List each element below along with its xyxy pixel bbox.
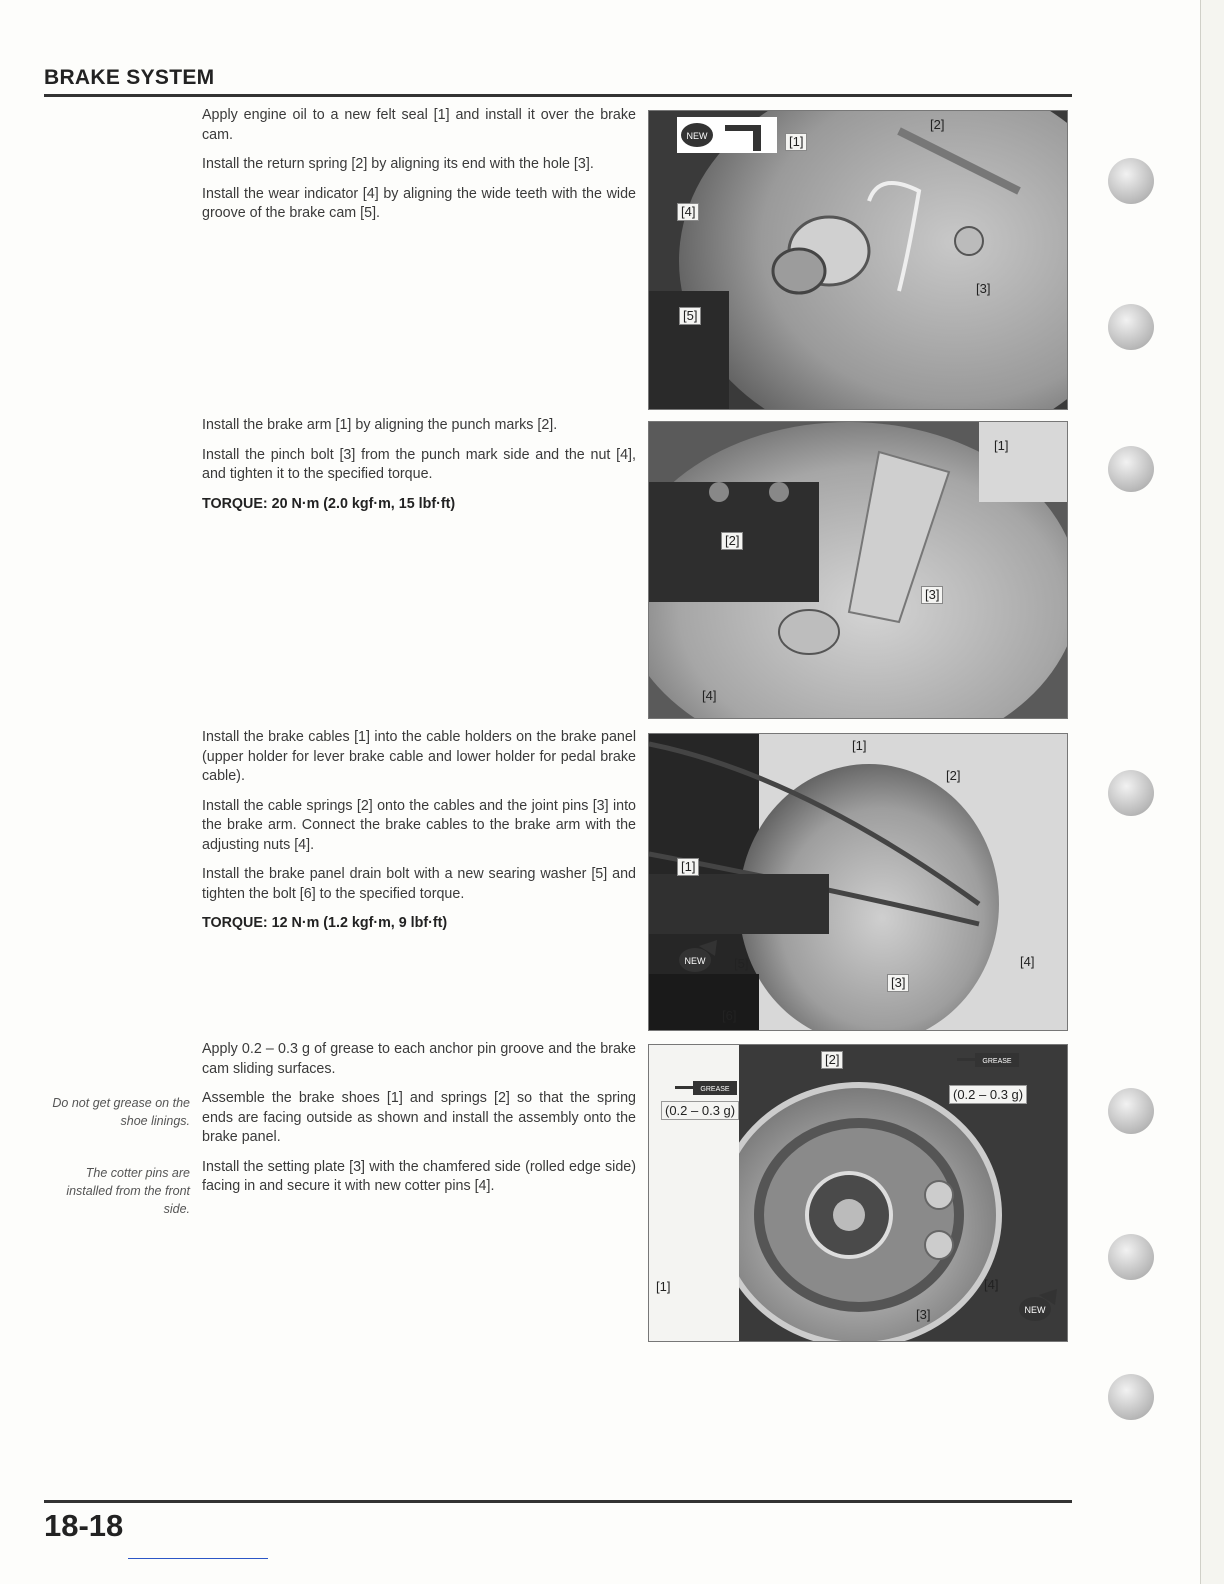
footer-link-line (128, 1558, 268, 1559)
paragraph: Apply 0.2 – 0.3 g of grease to each anchor pin groove and the brake cam sliding surfaces. (202, 1041, 636, 1077)
callout-4: [4] (702, 688, 717, 703)
torque-spec: TORQUE: 12 N·m (1.2 kgf·m, 9 lbf·ft) (202, 915, 448, 931)
new-badge-text: NEW (1024, 1305, 1046, 1315)
callout-6: [6] (722, 1008, 737, 1023)
callout-2: [2] (946, 768, 961, 783)
note-grease-linings: Do not get grease on the shoe linings. (52, 1096, 190, 1128)
grease-amount-right: (0.2 – 0.3 g) (949, 1085, 1027, 1104)
callout-3: [3] (916, 1307, 931, 1322)
callout-1-lower: [1] (677, 858, 699, 876)
header-rule (44, 94, 1072, 97)
page-edge (1200, 0, 1224, 1584)
paragraph: Install the setting plate [3] with the chamfered side (rolled edge side) facing in and secure it with new cotter pins [4]. (202, 1158, 636, 1194)
callout-1-upper: [1] (852, 738, 867, 753)
callout-2: [2] (930, 117, 945, 132)
paragraph: Install the return spring [2] by aligning its end with the hole [3]. (202, 156, 594, 172)
brake-cables-photo (649, 734, 1067, 1030)
note-cotter-pins: The cotter pins are installed from the front side. (66, 1166, 190, 1216)
callout-2: [2] (821, 1051, 843, 1069)
paragraph: Install the brake arm [1] by aligning the punch marks [2]. (202, 417, 558, 433)
callout-4: [4] (677, 203, 699, 221)
paragraph: Install the wear indicator [4] by aligning the wide teeth with the wide groove of the brake cam [5]. (202, 185, 636, 221)
paragraph: Apply engine oil to a new felt seal [1] and install it over the brake cam. (202, 107, 636, 143)
callout-4: [4] (984, 1277, 999, 1292)
grease-icon (675, 1079, 745, 1097)
grease-icon (957, 1051, 1027, 1069)
page-number: 18-18 (44, 1508, 124, 1543)
callout-2: [2] (721, 532, 743, 550)
paragraph: Install the brake cables [1] into the cable holders on the brake panel (upper holder for lever brake cable and lower holder for pedal brake cable). (202, 729, 636, 784)
figure-brake-arm (648, 421, 1068, 719)
footer-rule (44, 1500, 1072, 1503)
figure-brake-shoes (648, 1044, 1068, 1342)
section-tab-dot (1108, 770, 1154, 816)
new-part-icon (677, 938, 721, 978)
callout-1: [1] (785, 133, 807, 151)
section-tab-dot (1108, 1374, 1154, 1420)
torque-spec: TORQUE: 20 N·m (2.0 kgf·m, 15 lbf·ft) (202, 495, 456, 512)
paragraph: Install the brake panel drain bolt with a new searing washer [5] and tighten the bolt [6] to the specified torque. (202, 866, 636, 902)
callout-3: [3] (921, 586, 943, 604)
step-brake-arm (202, 416, 636, 524)
figure-brake-cables (648, 733, 1068, 1031)
brake-arm-photo (649, 422, 1067, 718)
section-tab-dot (1108, 1088, 1154, 1134)
callout-5: [5] (679, 307, 701, 325)
section-tab-dot (1108, 304, 1154, 350)
new-badge-text: NEW (686, 131, 708, 141)
step-brake-cables (202, 728, 636, 944)
new-part-icon (677, 117, 777, 153)
callout-1: [1] (656, 1279, 671, 1294)
paragraph: Assemble the brake shoes [1] and springs [2] so that the spring ends are facing outside as shown and install the assembly onto the brake panel. (202, 1090, 636, 1145)
step-felt-seal (202, 106, 636, 234)
new-badge-text: NEW (684, 956, 706, 966)
section-tab-dot (1108, 158, 1154, 204)
paragraph: Install the cable springs [2] onto the cables and the joint pins [3] into the brake arm. Connect the brake cables to the brake arm with the adjusting nuts [4]. (202, 797, 636, 853)
callout-1: [1] (994, 438, 1009, 453)
callout-3: [3] (887, 974, 909, 992)
callout-4: [4] (1020, 954, 1035, 969)
callout-5: [5] (734, 956, 749, 971)
paragraph: Install the pinch bolt [3] from the punch mark side and the nut [4], and tighten it to the specified torque. (202, 446, 636, 482)
section-tab-dot (1108, 1234, 1154, 1280)
step-brake-shoes (202, 1040, 636, 1207)
section-tab-dot (1108, 446, 1154, 492)
grease-label: GREASE (700, 1086, 730, 1093)
figure-brake-cam (648, 110, 1068, 410)
grease-amount-left: (0.2 – 0.3 g) (661, 1101, 739, 1120)
grease-label: GREASE (982, 1058, 1012, 1065)
callout-3: [3] (976, 281, 991, 296)
section-title: BRAKE SYSTEM (44, 66, 215, 89)
brake-cam-photo (649, 111, 1067, 409)
new-part-icon (1017, 1285, 1061, 1325)
